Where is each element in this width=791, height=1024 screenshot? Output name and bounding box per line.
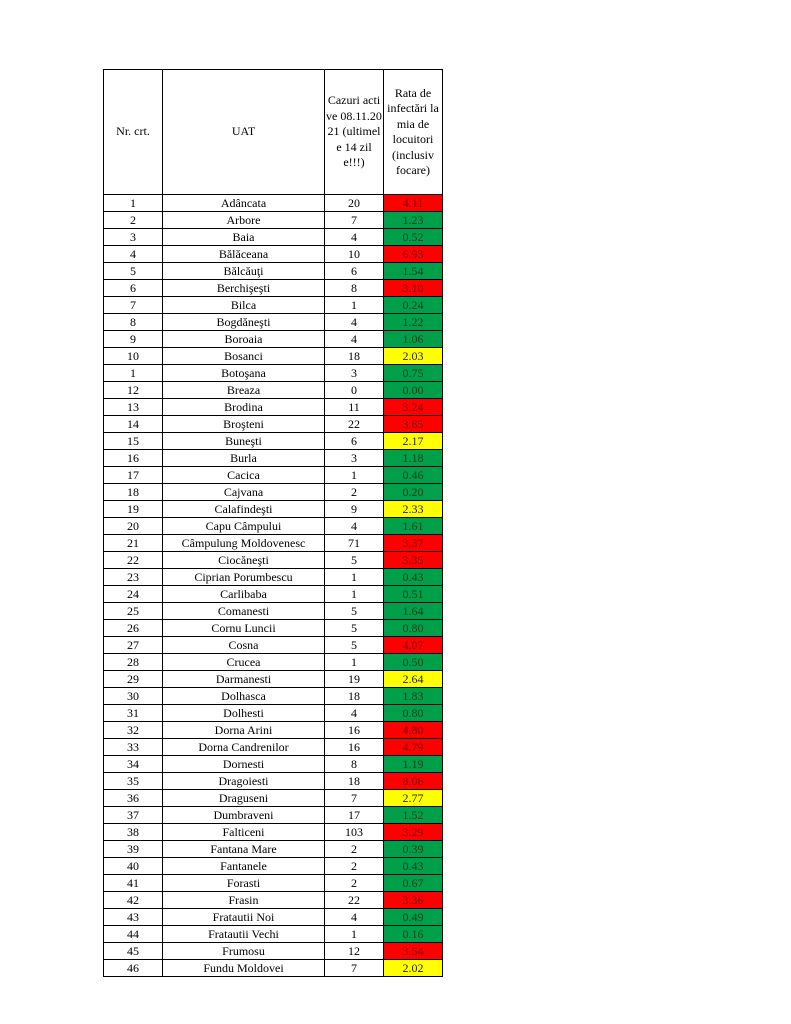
table-row — [104, 688, 443, 705]
row-number: 1 — [104, 195, 163, 212]
row-number: 21 — [104, 535, 163, 552]
row-infection-rate: 6.93 — [384, 246, 443, 263]
row-active-cases: 9 — [325, 501, 384, 518]
row-uat-name: Dolhesti — [163, 705, 325, 722]
table-row — [104, 637, 443, 654]
table-row — [104, 518, 443, 535]
row-infection-rate: 2.64 — [384, 671, 443, 688]
row-uat-name: Falticeni — [163, 824, 325, 841]
row-active-cases: 3 — [325, 365, 384, 382]
row-uat-name: Breaza — [163, 382, 325, 399]
table-row — [104, 892, 443, 909]
row-uat-name: Fundu Moldovei — [163, 960, 325, 977]
row-infection-rate: 1.18 — [384, 450, 443, 467]
row-number: 3 — [104, 229, 163, 246]
table-row — [104, 365, 443, 382]
row-uat-name: Burla — [163, 450, 325, 467]
row-number: 7 — [104, 297, 163, 314]
row-uat-name: Dorna Candrenilor — [163, 739, 325, 756]
row-active-cases: 8 — [325, 756, 384, 773]
row-uat-name: Cornu Luncii — [163, 620, 325, 637]
header-row — [104, 70, 443, 195]
table-row — [104, 654, 443, 671]
row-infection-rate: 1.19 — [384, 756, 443, 773]
row-uat-name: Brodina — [163, 399, 325, 416]
row-active-cases: 5 — [325, 637, 384, 654]
table-row — [104, 433, 443, 450]
table-row — [104, 705, 443, 722]
row-infection-rate: 1.06 — [384, 331, 443, 348]
row-active-cases: 6 — [325, 263, 384, 280]
row-number: 26 — [104, 620, 163, 637]
row-number: 41 — [104, 875, 163, 892]
row-uat-name: Bălcăuţi — [163, 263, 325, 280]
row-number: 24 — [104, 586, 163, 603]
table-row — [104, 195, 443, 212]
row-active-cases: 7 — [325, 960, 384, 977]
row-active-cases: 22 — [325, 416, 384, 433]
row-infection-rate: 4.79 — [384, 739, 443, 756]
row-number: 23 — [104, 569, 163, 586]
table-row — [104, 246, 443, 263]
row-uat-name: Calafindeşti — [163, 501, 325, 518]
table-row — [104, 280, 443, 297]
row-uat-name: Bosanci — [163, 348, 325, 365]
row-active-cases: 103 — [325, 824, 384, 841]
row-infection-rate: 4.07 — [384, 637, 443, 654]
row-uat-name: Dolhasca — [163, 688, 325, 705]
row-number: 34 — [104, 756, 163, 773]
row-infection-rate: 8.06 — [384, 773, 443, 790]
row-infection-rate: 0.50 — [384, 654, 443, 671]
table-row — [104, 297, 443, 314]
row-infection-rate: 3.37 — [384, 535, 443, 552]
row-active-cases: 3 — [325, 450, 384, 467]
row-active-cases: 16 — [325, 722, 384, 739]
table-row — [104, 926, 443, 943]
row-infection-rate: 3.35 — [384, 552, 443, 569]
row-number: 17 — [104, 467, 163, 484]
table-row — [104, 790, 443, 807]
row-uat-name: Frumosu — [163, 943, 325, 960]
row-uat-name: Fratautii Noi — [163, 909, 325, 926]
table-row — [104, 620, 443, 637]
row-uat-name: Dorna Arini — [163, 722, 325, 739]
row-number: 42 — [104, 892, 163, 909]
row-active-cases: 18 — [325, 773, 384, 790]
row-number: 13 — [104, 399, 163, 416]
row-active-cases: 7 — [325, 790, 384, 807]
row-uat-name: Cacica — [163, 467, 325, 484]
row-active-cases: 18 — [325, 688, 384, 705]
row-number: 38 — [104, 824, 163, 841]
row-active-cases: 4 — [325, 909, 384, 926]
row-number: 10 — [104, 348, 163, 365]
row-uat-name: Draguseni — [163, 790, 325, 807]
row-uat-name: Fantanele — [163, 858, 325, 875]
row-active-cases: 2 — [325, 858, 384, 875]
row-infection-rate: 3.29 — [384, 824, 443, 841]
row-number: 40 — [104, 858, 163, 875]
row-infection-rate: 0.20 — [384, 484, 443, 501]
table-row — [104, 603, 443, 620]
row-number: 46 — [104, 960, 163, 977]
row-active-cases: 22 — [325, 892, 384, 909]
header-rata-infectari: Rata de infectări la mia de locuitori (inclusiv focare) — [384, 70, 443, 195]
row-active-cases: 18 — [325, 348, 384, 365]
row-active-cases: 11 — [325, 399, 384, 416]
row-infection-rate: 0.16 — [384, 926, 443, 943]
row-active-cases: 2 — [325, 484, 384, 501]
row-uat-name: Botoşana — [163, 365, 325, 382]
row-number: 43 — [104, 909, 163, 926]
row-uat-name: Forasti — [163, 875, 325, 892]
row-infection-rate: 2.33 — [384, 501, 443, 518]
row-number: 28 — [104, 654, 163, 671]
row-number: 45 — [104, 943, 163, 960]
row-infection-rate: 3.54 — [384, 943, 443, 960]
row-uat-name: Darmanesti — [163, 671, 325, 688]
row-active-cases: 4 — [325, 331, 384, 348]
row-infection-rate: 0.51 — [384, 586, 443, 603]
row-number: 33 — [104, 739, 163, 756]
row-number: 29 — [104, 671, 163, 688]
table-row — [104, 467, 443, 484]
table-row — [104, 416, 443, 433]
table-row — [104, 569, 443, 586]
table-row — [104, 756, 443, 773]
row-infection-rate: 1.22 — [384, 314, 443, 331]
table-row — [104, 739, 443, 756]
row-infection-rate: 0.52 — [384, 229, 443, 246]
row-uat-name: Dumbraveni — [163, 807, 325, 824]
table-row — [104, 399, 443, 416]
row-uat-name: Câmpulung Moldovenesc — [163, 535, 325, 552]
table-row — [104, 501, 443, 518]
row-number: 32 — [104, 722, 163, 739]
row-uat-name: Fratautii Vechi — [163, 926, 325, 943]
row-active-cases: 8 — [325, 280, 384, 297]
table-row — [104, 263, 443, 280]
table-row — [104, 348, 443, 365]
header-cazuri-active: Cazuri active 08.11.2021 (ultimele 14 zile!!!) — [325, 70, 384, 195]
row-number: 4 — [104, 246, 163, 263]
row-uat-name: Bilca — [163, 297, 325, 314]
row-uat-name: Fantana Mare — [163, 841, 325, 858]
row-number: 14 — [104, 416, 163, 433]
row-infection-rate: 1.54 — [384, 263, 443, 280]
row-uat-name: Buneşti — [163, 433, 325, 450]
row-infection-rate: 2.02 — [384, 960, 443, 977]
row-number: 36 — [104, 790, 163, 807]
row-infection-rate: 0.49 — [384, 909, 443, 926]
row-active-cases: 5 — [325, 620, 384, 637]
row-uat-name: Baia — [163, 229, 325, 246]
table-row — [104, 229, 443, 246]
row-uat-name: Berchişeşti — [163, 280, 325, 297]
table-row — [104, 960, 443, 977]
table-row — [104, 824, 443, 841]
row-active-cases: 1 — [325, 654, 384, 671]
row-active-cases: 1 — [325, 297, 384, 314]
row-infection-rate: 2.03 — [384, 348, 443, 365]
row-infection-rate: 0.80 — [384, 705, 443, 722]
table-row — [104, 331, 443, 348]
row-infection-rate: 1.64 — [384, 603, 443, 620]
table-row — [104, 212, 443, 229]
table-row — [104, 909, 443, 926]
table-row — [104, 841, 443, 858]
row-active-cases: 4 — [325, 705, 384, 722]
row-uat-name: Arbore — [163, 212, 325, 229]
row-uat-name: Bogdăneşti — [163, 314, 325, 331]
row-number: 18 — [104, 484, 163, 501]
row-infection-rate: 3.24 — [384, 399, 443, 416]
row-uat-name: Bălăceana — [163, 246, 325, 263]
row-active-cases: 20 — [325, 195, 384, 212]
row-infection-rate: 0.39 — [384, 841, 443, 858]
row-number: 12 — [104, 382, 163, 399]
row-infection-rate: 4.80 — [384, 722, 443, 739]
row-active-cases: 2 — [325, 875, 384, 892]
row-infection-rate: 2.17 — [384, 433, 443, 450]
row-active-cases: 2 — [325, 841, 384, 858]
row-active-cases: 7 — [325, 212, 384, 229]
row-number: 20 — [104, 518, 163, 535]
row-number: 16 — [104, 450, 163, 467]
table-row — [104, 722, 443, 739]
row-number: 15 — [104, 433, 163, 450]
table-row — [104, 671, 443, 688]
row-infection-rate: 0.43 — [384, 858, 443, 875]
row-number: 9 — [104, 331, 163, 348]
row-uat-name: Ciocăneşti — [163, 552, 325, 569]
row-active-cases: 1 — [325, 569, 384, 586]
row-infection-rate: 0.46 — [384, 467, 443, 484]
table-row — [104, 586, 443, 603]
row-uat-name: Adâncata — [163, 195, 325, 212]
table-header — [104, 70, 443, 195]
table-body — [104, 195, 443, 977]
row-number: 5 — [104, 263, 163, 280]
row-infection-rate: 0.67 — [384, 875, 443, 892]
row-number: 30 — [104, 688, 163, 705]
row-number: 22 — [104, 552, 163, 569]
row-uat-name: Comanesti — [163, 603, 325, 620]
row-infection-rate: 0.24 — [384, 297, 443, 314]
table-row — [104, 450, 443, 467]
row-number: 8 — [104, 314, 163, 331]
row-uat-name: Cosna — [163, 637, 325, 654]
row-active-cases: 19 — [325, 671, 384, 688]
row-infection-rate: 0.80 — [384, 620, 443, 637]
row-active-cases: 4 — [325, 229, 384, 246]
row-number: 1 — [104, 365, 163, 382]
table-row — [104, 773, 443, 790]
row-infection-rate: 2.77 — [384, 790, 443, 807]
row-uat-name: Dornesti — [163, 756, 325, 773]
table-row — [104, 314, 443, 331]
row-active-cases: 4 — [325, 314, 384, 331]
row-uat-name: Cajvana — [163, 484, 325, 501]
row-infection-rate: 3.65 — [384, 416, 443, 433]
row-number: 31 — [104, 705, 163, 722]
row-active-cases: 12 — [325, 943, 384, 960]
row-number: 2 — [104, 212, 163, 229]
row-uat-name: Frasin — [163, 892, 325, 909]
row-active-cases: 4 — [325, 518, 384, 535]
header-uat: UAT — [163, 70, 325, 195]
row-active-cases: 1 — [325, 926, 384, 943]
table-row — [104, 484, 443, 501]
row-infection-rate: 0.43 — [384, 569, 443, 586]
row-number: 6 — [104, 280, 163, 297]
table-row — [104, 382, 443, 399]
row-infection-rate: 4.11 — [384, 195, 443, 212]
table-row — [104, 875, 443, 892]
row-number: 35 — [104, 773, 163, 790]
row-uat-name: Crucea — [163, 654, 325, 671]
row-infection-rate: 3.36 — [384, 892, 443, 909]
row-uat-name: Ciprian Porumbescu — [163, 569, 325, 586]
row-active-cases: 1 — [325, 586, 384, 603]
row-active-cases: 71 — [325, 535, 384, 552]
row-number: 25 — [104, 603, 163, 620]
table-row — [104, 535, 443, 552]
row-active-cases: 17 — [325, 807, 384, 824]
table-row — [104, 807, 443, 824]
row-infection-rate: 3.10 — [384, 280, 443, 297]
row-active-cases: 5 — [325, 603, 384, 620]
row-number: 44 — [104, 926, 163, 943]
row-infection-rate: 0.75 — [384, 365, 443, 382]
uat-infection-table — [103, 69, 443, 977]
row-infection-rate: 1.61 — [384, 518, 443, 535]
row-number: 19 — [104, 501, 163, 518]
table-row — [104, 858, 443, 875]
row-number: 39 — [104, 841, 163, 858]
row-infection-rate: 1.83 — [384, 688, 443, 705]
row-active-cases: 1 — [325, 467, 384, 484]
row-infection-rate: 0.00 — [384, 382, 443, 399]
row-infection-rate: 1.52 — [384, 807, 443, 824]
row-uat-name: Dragoiesti — [163, 773, 325, 790]
row-uat-name: Broşteni — [163, 416, 325, 433]
table-row — [104, 552, 443, 569]
row-number: 27 — [104, 637, 163, 654]
row-active-cases: 0 — [325, 382, 384, 399]
row-active-cases: 10 — [325, 246, 384, 263]
row-active-cases: 6 — [325, 433, 384, 450]
row-infection-rate: 1.23 — [384, 212, 443, 229]
table-row — [104, 943, 443, 960]
row-uat-name: Capu Câmpului — [163, 518, 325, 535]
row-uat-name: Carlibaba — [163, 586, 325, 603]
row-active-cases: 16 — [325, 739, 384, 756]
row-uat-name: Boroaia — [163, 331, 325, 348]
row-number: 37 — [104, 807, 163, 824]
row-active-cases: 5 — [325, 552, 384, 569]
header-nr-crt: Nr. crt. — [104, 70, 163, 195]
